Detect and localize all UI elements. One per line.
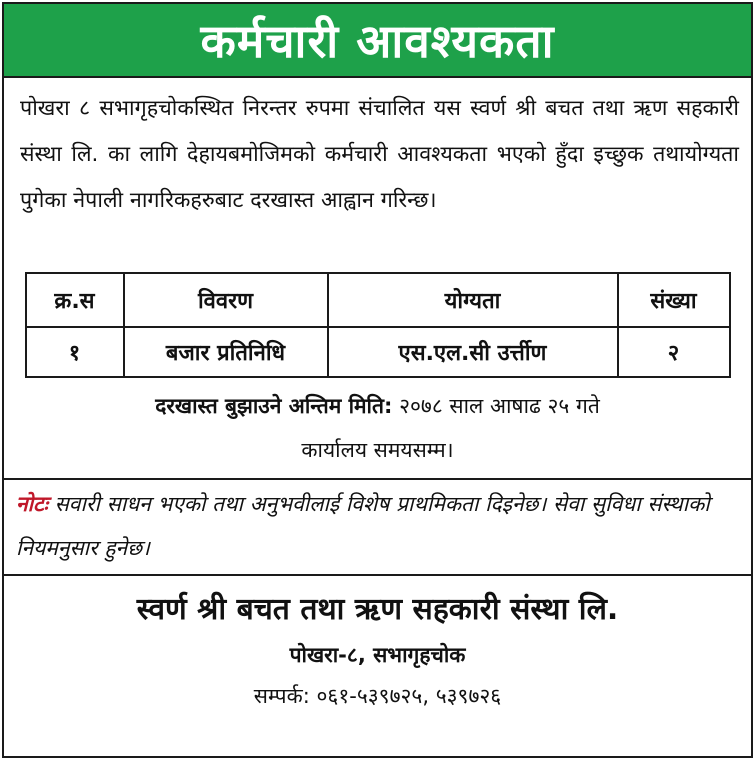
note-text: सवारी साधन भएको तथा अनुभवीलाई विशेष प्राथमिकता दिइनेछ। सेवा सुविधा संस्थाको नियमनुसार हुनेछ। xyxy=(16,492,710,560)
table-header-row xyxy=(26,273,730,327)
ad-title: कर्मचारी आवश्यकता xyxy=(4,4,751,78)
note-section xyxy=(4,478,751,576)
organization-address: पोखरा-८, सभागृहचोक xyxy=(289,643,466,667)
col-header-description: विवरण xyxy=(124,273,328,327)
col-header-qualification: योग्यता xyxy=(328,273,618,327)
deadline-section xyxy=(4,384,751,472)
note-label: नोटः xyxy=(16,492,48,516)
organization-name: स्वर्ण श्री बचत तथा ऋण सहकारी संस्था लि. xyxy=(136,592,619,627)
cell-qualification: एस.एल.सी उर्त्तीण xyxy=(328,327,618,377)
table-row xyxy=(26,327,730,377)
job-advertisement xyxy=(2,2,753,758)
intro-paragraph: पोखरा ८ सभागृहचोकस्थित निरन्तर रुपमा संचालित यस स्वर्ण श्री बचत तथा ऋण सहकारी संस्था लि. का लागि देहायबमोजिमको कर्मचारी आवश्यकता भएको हुँदा इच्छुक तथायोग्यता पुगेका नेपाली नागरिकहरुबाट दरखास्त आह्वान गरिन्छ। xyxy=(20,96,739,213)
contact-numbers: सम्पर्क: ०६१-५३९७२५, ५३९७२६ xyxy=(253,684,502,708)
vacancy-table xyxy=(25,272,731,378)
col-header-count: संख्या xyxy=(618,273,730,327)
cell-serial: १ xyxy=(26,327,124,377)
deadline-label: दरखास्त बुझाउने अन्तिम मिति: xyxy=(155,394,393,418)
col-header-serial: क्र.स xyxy=(26,273,124,327)
deadline-office-hours: कार्यालय समयसम्म। xyxy=(301,438,454,462)
deadline-date: २०७८ साल आषाढ २५ गते xyxy=(399,394,600,418)
cell-count: २ xyxy=(618,327,730,377)
footer xyxy=(4,576,751,716)
cell-description: बजार प्रतिनिधि xyxy=(124,327,328,377)
